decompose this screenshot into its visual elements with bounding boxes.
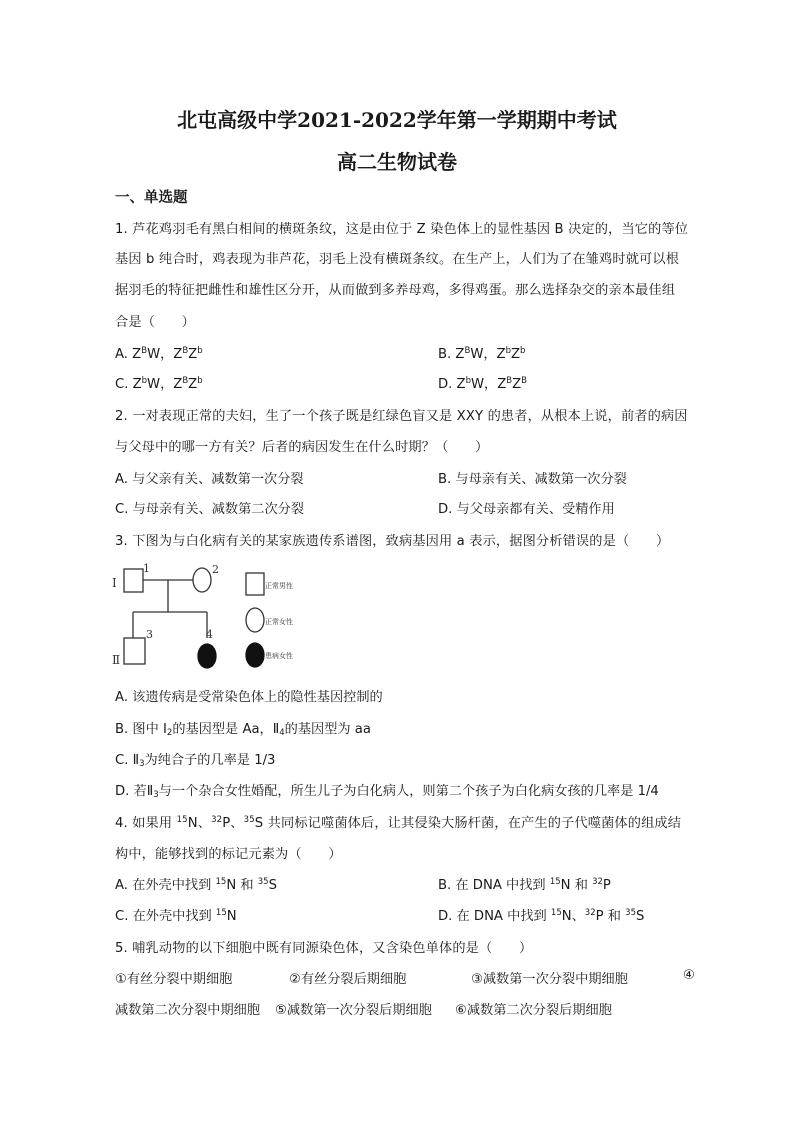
female-affected-symbol <box>198 644 216 668</box>
q3-option-b[interactable]: B. 图中 $I_2$的基因型是 Aa，$Ⅱ_4$的基因型为 aa <box>115 722 371 738</box>
individual-number: 2 <box>212 563 219 576</box>
q4-option-a[interactable]: A. 在外壳中找到 $^{15}$N 和 $^{35}$S <box>115 877 277 893</box>
q1-stem-line: 据羽毛的特征把雌性和雄性区分开，从而做到多养母鸡，多得鸡蛋。那么选择杂交的亲本最佳组 <box>115 283 676 298</box>
q1-option-c[interactable]: C. $Z^bW$，$Z^BZ^b$ <box>115 376 203 392</box>
q5-choice-1: ①有丝分裂中期细胞 <box>115 972 233 987</box>
q2-option-b[interactable]: B. 与母亲有关、减数第一次分裂 <box>438 472 627 487</box>
q5-choice-5: ⑤减数第一次分裂后期细胞 <box>275 1003 432 1018</box>
legend-affected-symbol <box>246 643 264 667</box>
q3-stem: 3. 下图为与白化病有关的某家族遗传系谱图，致病基因用 a 表示，据图分析错误的是（ ） <box>115 534 670 549</box>
generation-label: Ⅰ <box>112 576 117 590</box>
exam-subtitle: 高二生物试卷 <box>337 150 457 174</box>
legend-label: 正常女性 <box>265 618 293 626</box>
male-normal-symbol <box>124 569 143 592</box>
q2-option-d[interactable]: D. 与父母亲都有关、受精作用 <box>438 502 615 517</box>
legend-label: 患病女性 <box>265 652 293 660</box>
legend-label: 正常男性 <box>265 582 293 590</box>
legend-female-symbol <box>246 608 264 632</box>
q4-option-d[interactable]: D. 在 DNA 中找到 $^{15}$N、$^{32}$P 和 $^{35}$S <box>438 908 645 924</box>
exam-title: 北屯高级中学2021-2022学年第一学期期中考试 <box>177 108 617 132</box>
q5-choice-3: ③减数第一次分裂中期细胞 <box>471 972 628 987</box>
individual-number: 1 <box>143 562 150 575</box>
q3-option-d[interactable]: D. 若$Ⅱ_3$与一个杂合女性婚配，所生儿子为白化病人，则第二个孩子为白化病女孩的几率是 1/4 <box>115 784 659 800</box>
q1-stem-line: 1. 芦花鸡羽毛有黑白相间的横斑条纹，这是由位于 Z 染色体上的显性基因 B 决定的，当它的等位 <box>115 222 689 237</box>
q5-choice-2: ②有丝分裂后期细胞 <box>289 972 407 987</box>
section-heading: 一、单选题 <box>115 190 188 206</box>
individual-number: 4 <box>206 628 213 641</box>
q5-stem: 5. 哺乳动物的以下细胞中既有同源染色体，又含染色单体的是（ ） <box>115 941 533 956</box>
individual-number: 3 <box>146 628 153 641</box>
q1-option-d[interactable]: D. $Z^bW$，$Z^BZ^B$ <box>438 376 527 392</box>
q5-choice-6: ⑥减数第二次分裂后期细胞 <box>455 1003 612 1018</box>
q4-option-c[interactable]: C. 在外壳中找到 $^{15}$N <box>115 908 237 924</box>
q5-choice-4-text: 减数第二次分裂中期细胞 <box>115 1003 261 1018</box>
q2-option-a[interactable]: A. 与父亲有关、减数第一次分裂 <box>115 472 304 487</box>
male-normal-symbol <box>124 638 145 664</box>
q2-stem-line: 2. 一对表现正常的夫妇，生了一个孩子既是红绿色盲又是 XXY 的患者，从根本上说，前者的病因 <box>115 409 688 424</box>
q1-option-a[interactable]: A. $Z^BW$，$Z^BZ^b$ <box>115 346 203 362</box>
q2-option-c[interactable]: C. 与母亲有关、减数第二次分裂 <box>115 502 305 517</box>
female-normal-symbol <box>193 568 211 592</box>
q4-stem-line: 构中，能够找到的标记元素为（ ） <box>115 847 342 862</box>
q1-option-b[interactable]: B. $Z^BW$，$Z^bZ^b$ <box>438 346 526 362</box>
q3-option-a[interactable]: A. 该遗传病是受常染色体上的隐性基因控制的 <box>115 690 383 705</box>
q2-stem-line: 与父母中的哪一方有关？后者的病因发生在什么时期？（ ） <box>115 440 489 455</box>
q4-option-b[interactable]: B. 在 DNA 中找到 $^{15}$N 和 $^{32}$P <box>438 877 611 893</box>
q3-option-c[interactable]: C. $Ⅱ_3$为纯合子的几率是 1/3 <box>115 753 276 769</box>
q4-stem-line: 4. 如果用 $^{15}$N、$^{32}$P、$^{35}$S 共同标记噬菌体后，让其侵染大肠杆菌，在产生的子代噬菌体的组成结 <box>115 815 682 831</box>
generation-label: Ⅱ <box>112 653 121 667</box>
q1-stem-line: 基因 b 纯合时，鸡表现为非芦花，羽毛上没有横斑条纹。在生产上，人们为了在雏鸡时就可以根 <box>115 252 680 267</box>
legend-male-symbol <box>246 573 264 595</box>
q1-stem-line: 合是（ ） <box>115 315 196 330</box>
pedigree-chart <box>108 560 308 675</box>
q5-choice-4: ④ <box>683 968 695 983</box>
